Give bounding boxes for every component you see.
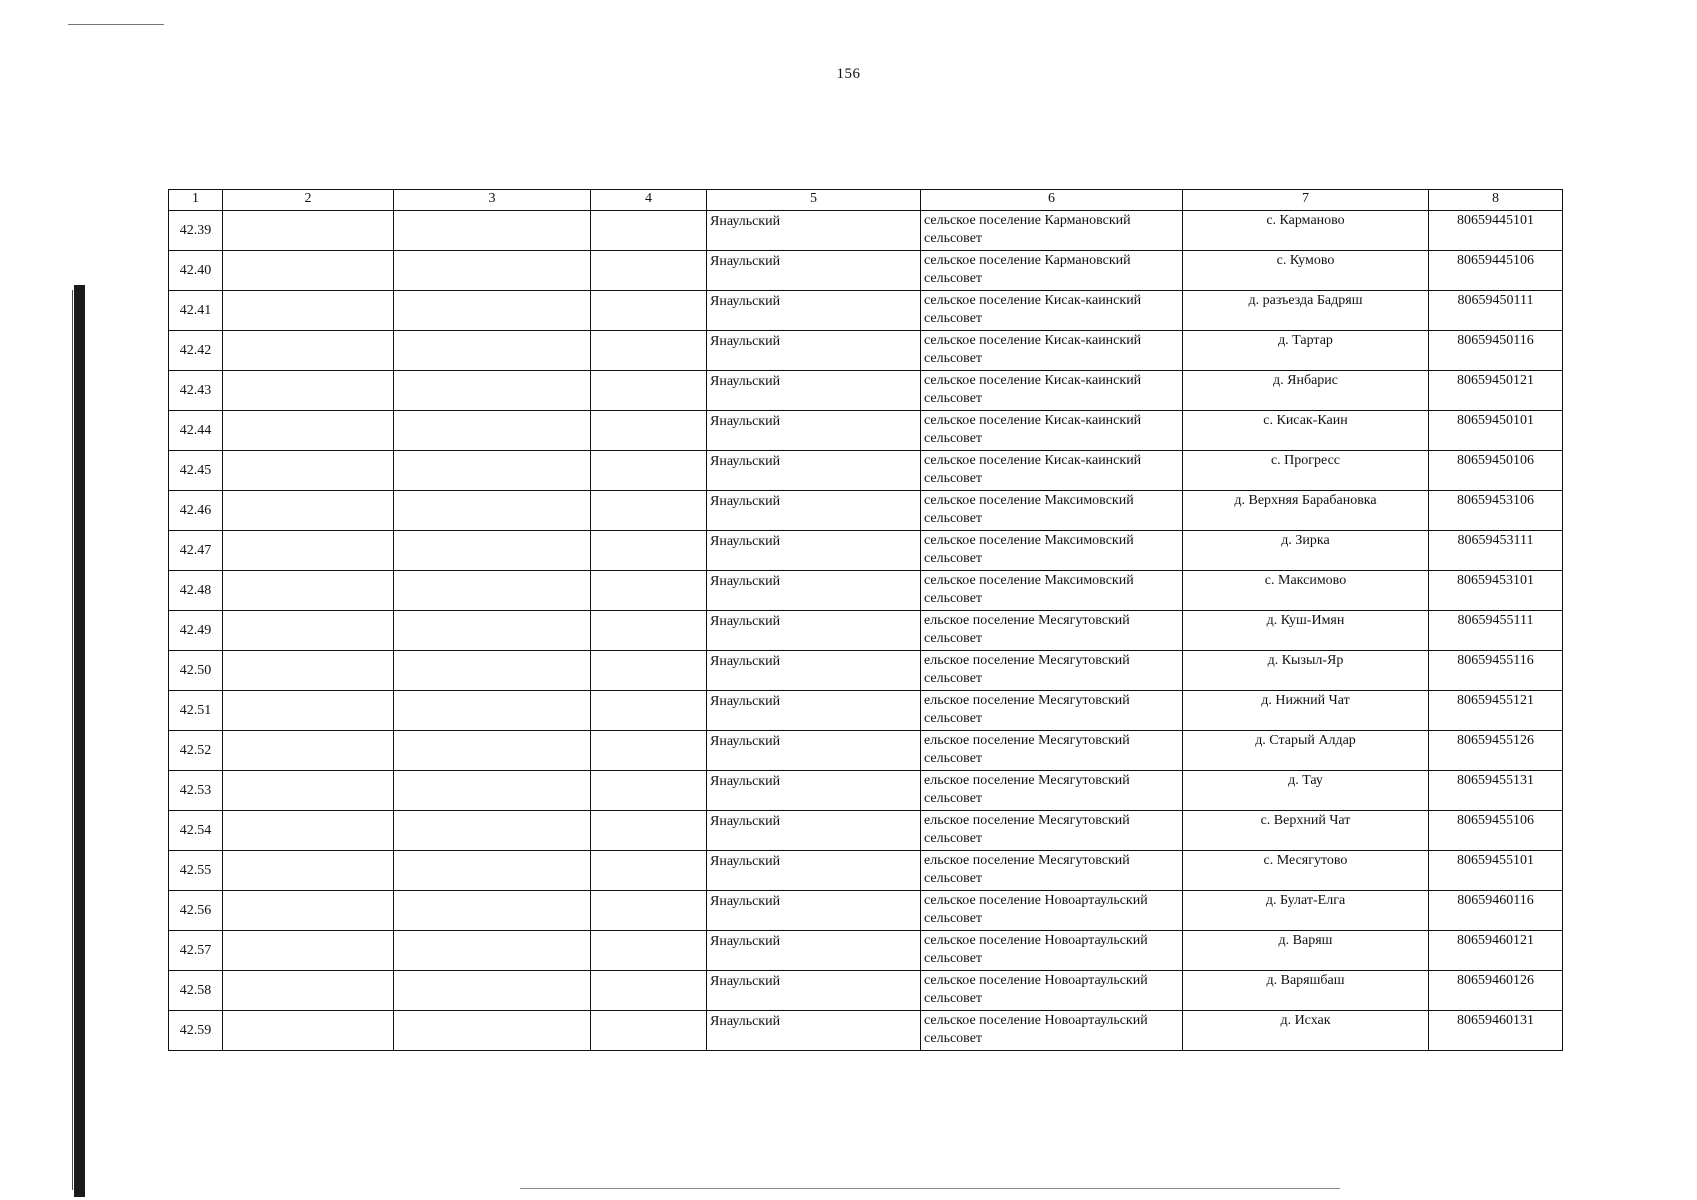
table-row: [169, 571, 1563, 611]
locality-cell: д. Нижний Чат: [1183, 691, 1429, 731]
district-cell: Янаульский: [707, 331, 921, 371]
locality-cell: д. разъезда Бадряш: [1183, 291, 1429, 331]
empty-cell: [591, 331, 707, 371]
table-header-row: [169, 190, 1563, 211]
empty-cell: [394, 411, 591, 451]
empty-cell: [591, 931, 707, 971]
row-number-cell: 42.49: [169, 611, 223, 651]
district-cell: Янаульский: [707, 931, 921, 971]
okato-code-cell: 80659455101: [1429, 851, 1563, 891]
page-number: 156: [836, 66, 861, 82]
empty-cell: [223, 1011, 394, 1051]
empty-cell: [394, 691, 591, 731]
table-row: [169, 291, 1563, 331]
empty-cell: [223, 331, 394, 371]
empty-cell: [223, 491, 394, 531]
table-row: [169, 811, 1563, 851]
empty-cell: [223, 211, 394, 251]
locality-cell: с. Верхний Чат: [1183, 811, 1429, 851]
empty-cell: [591, 571, 707, 611]
district-cell: Янаульский: [707, 891, 921, 931]
column-header: 8: [1429, 190, 1563, 211]
okato-code-cell: 80659450116: [1429, 331, 1563, 371]
okato-code-cell: 80659453106: [1429, 491, 1563, 531]
row-number-cell: 42.55: [169, 851, 223, 891]
locality-cell: с. Кумово: [1183, 251, 1429, 291]
empty-cell: [394, 251, 591, 291]
column-header: 3: [394, 190, 591, 211]
empty-cell: [223, 931, 394, 971]
okato-code-cell: 80659453101: [1429, 571, 1563, 611]
municipality-cell: сельское поселение Кисак-каинский сельсовет: [921, 371, 1183, 411]
empty-cell: [394, 291, 591, 331]
municipality-cell: ельское поселение Месягутовский сельсовет: [921, 811, 1183, 851]
district-cell: Янаульский: [707, 731, 921, 771]
municipality-cell: сельское поселение Максимовский сельсовет: [921, 491, 1183, 531]
scan-artifact-edge: [72, 290, 73, 1190]
district-cell: Янаульский: [707, 371, 921, 411]
district-cell: Янаульский: [707, 571, 921, 611]
row-number-cell: 42.53: [169, 771, 223, 811]
empty-cell: [394, 651, 591, 691]
table-row: [169, 691, 1563, 731]
row-number-cell: 42.47: [169, 531, 223, 571]
empty-cell: [394, 851, 591, 891]
empty-cell: [394, 931, 591, 971]
empty-cell: [591, 211, 707, 251]
district-cell: Янаульский: [707, 531, 921, 571]
district-cell: Янаульский: [707, 451, 921, 491]
row-number-cell: 42.41: [169, 291, 223, 331]
district-cell: Янаульский: [707, 611, 921, 651]
table-row: [169, 891, 1563, 931]
district-cell: Янаульский: [707, 651, 921, 691]
locality-cell: д. Верхняя Барабановка: [1183, 491, 1429, 531]
empty-cell: [223, 411, 394, 451]
row-number-cell: 42.56: [169, 891, 223, 931]
district-cell: Янаульский: [707, 811, 921, 851]
row-number-cell: 42.40: [169, 251, 223, 291]
locality-cell: д. Старый Алдар: [1183, 731, 1429, 771]
column-header: 2: [223, 190, 394, 211]
table-body: [169, 211, 1563, 1051]
table-row: [169, 491, 1563, 531]
empty-cell: [223, 251, 394, 291]
okato-code-cell: 80659460116: [1429, 891, 1563, 931]
empty-cell: [223, 291, 394, 331]
empty-cell: [394, 491, 591, 531]
row-number-cell: 42.43: [169, 371, 223, 411]
table-row: [169, 531, 1563, 571]
empty-cell: [394, 731, 591, 771]
column-header: 1: [169, 190, 223, 211]
municipality-cell: сельское поселение Кармановский сельсовет: [921, 211, 1183, 251]
empty-cell: [591, 731, 707, 771]
empty-cell: [591, 651, 707, 691]
empty-cell: [591, 531, 707, 571]
scan-artifact-line-bottom: [520, 1188, 1340, 1189]
row-number-cell: 42.50: [169, 651, 223, 691]
okato-code-cell: 80659460121: [1429, 931, 1563, 971]
row-number-cell: 42.48: [169, 571, 223, 611]
row-number-cell: 42.54: [169, 811, 223, 851]
district-cell: Янаульский: [707, 971, 921, 1011]
row-number-cell: 42.39: [169, 211, 223, 251]
empty-cell: [591, 691, 707, 731]
locality-cell: с. Месягутово: [1183, 851, 1429, 891]
row-number-cell: 42.59: [169, 1011, 223, 1051]
empty-cell: [591, 291, 707, 331]
locality-cell: д. Варяш: [1183, 931, 1429, 971]
okato-code-cell: 80659460131: [1429, 1011, 1563, 1051]
empty-cell: [223, 811, 394, 851]
okato-code-cell: 80659460126: [1429, 971, 1563, 1011]
table-row: [169, 251, 1563, 291]
okato-code-cell: 80659455116: [1429, 651, 1563, 691]
empty-cell: [591, 251, 707, 291]
municipality-cell: ельское поселение Месягутовский сельсовет: [921, 651, 1183, 691]
table-row: [169, 771, 1563, 811]
district-cell: Янаульский: [707, 211, 921, 251]
locality-cell: д. Тау: [1183, 771, 1429, 811]
empty-cell: [394, 891, 591, 931]
okato-code-cell: 80659455126: [1429, 731, 1563, 771]
municipality-cell: сельское поселение Кисак-каинский сельсовет: [921, 411, 1183, 451]
locality-cell: д. Куш-Имян: [1183, 611, 1429, 651]
column-header: 4: [591, 190, 707, 211]
municipality-cell: сельское поселение Кисак-каинский сельсовет: [921, 291, 1183, 331]
empty-cell: [591, 451, 707, 491]
locality-cell: с. Максимово: [1183, 571, 1429, 611]
empty-cell: [591, 371, 707, 411]
table-row: [169, 931, 1563, 971]
empty-cell: [394, 771, 591, 811]
row-number-cell: 42.44: [169, 411, 223, 451]
empty-cell: [394, 531, 591, 571]
municipality-cell: ельское поселение Месягутовский сельсовет: [921, 731, 1183, 771]
okato-code-cell: 80659445101: [1429, 211, 1563, 251]
column-header: 7: [1183, 190, 1429, 211]
empty-cell: [223, 891, 394, 931]
municipality-cell: ельское поселение Месягутовский сельсовет: [921, 611, 1183, 651]
empty-cell: [223, 971, 394, 1011]
empty-cell: [223, 771, 394, 811]
table-row: [169, 371, 1563, 411]
municipality-cell: сельское поселение Кисак-каинский сельсовет: [921, 331, 1183, 371]
empty-cell: [591, 891, 707, 931]
empty-cell: [591, 851, 707, 891]
row-number-cell: 42.42: [169, 331, 223, 371]
column-header: 5: [707, 190, 921, 211]
municipality-cell: сельское поселение Максимовский сельсовет: [921, 571, 1183, 611]
empty-cell: [223, 651, 394, 691]
empty-cell: [591, 611, 707, 651]
table-row: [169, 611, 1563, 651]
locality-cell: с. Кисак-Каин: [1183, 411, 1429, 451]
empty-cell: [223, 451, 394, 491]
locality-cell: д. Исхак: [1183, 1011, 1429, 1051]
locality-cell: д. Янбарис: [1183, 371, 1429, 411]
empty-cell: [394, 611, 591, 651]
locality-cell: с. Карманово: [1183, 211, 1429, 251]
empty-cell: [591, 771, 707, 811]
municipality-cell: ельское поселение Месягутовский сельсовет: [921, 771, 1183, 811]
empty-cell: [394, 811, 591, 851]
row-number-cell: 42.52: [169, 731, 223, 771]
empty-cell: [394, 451, 591, 491]
district-cell: Янаульский: [707, 291, 921, 331]
municipality-cell: ельское поселение Месягутовский сельсовет: [921, 851, 1183, 891]
table-row: [169, 331, 1563, 371]
table-row: [169, 1011, 1563, 1051]
municipality-cell: сельское поселение Новоартаульский сельсовет: [921, 891, 1183, 931]
empty-cell: [591, 971, 707, 1011]
empty-cell: [394, 331, 591, 371]
empty-cell: [223, 851, 394, 891]
municipality-cell: сельское поселение Новоартаульский сельсовет: [921, 1011, 1183, 1051]
row-number-cell: 42.57: [169, 931, 223, 971]
municipality-cell: сельское поселение Максимовский сельсовет: [921, 531, 1183, 571]
empty-cell: [223, 371, 394, 411]
district-cell: Янаульский: [707, 771, 921, 811]
district-cell: Янаульский: [707, 491, 921, 531]
okato-code-cell: 80659450111: [1429, 291, 1563, 331]
table-row: [169, 851, 1563, 891]
locality-cell: с. Прогресс: [1183, 451, 1429, 491]
empty-cell: [223, 731, 394, 771]
empty-cell: [591, 811, 707, 851]
empty-cell: [394, 211, 591, 251]
settlements-table: [168, 189, 1562, 1051]
municipality-cell: сельское поселение Кармановский сельсовет: [921, 251, 1183, 291]
municipality-cell: ельское поселение Месягутовский сельсовет: [921, 691, 1183, 731]
okato-code-cell: 80659455111: [1429, 611, 1563, 651]
okato-code-cell: 80659450106: [1429, 451, 1563, 491]
table-row: [169, 731, 1563, 771]
okato-code-cell: 80659450121: [1429, 371, 1563, 411]
empty-cell: [591, 411, 707, 451]
table-row: [169, 971, 1563, 1011]
locality-cell: д. Варяшбаш: [1183, 971, 1429, 1011]
district-cell: Янаульский: [707, 411, 921, 451]
district-cell: Янаульский: [707, 251, 921, 291]
empty-cell: [223, 611, 394, 651]
table-row: [169, 411, 1563, 451]
scan-artifact-line: [68, 24, 164, 25]
scan-artifact-binding-bar: [74, 285, 85, 1197]
empty-cell: [223, 531, 394, 571]
empty-cell: [394, 971, 591, 1011]
empty-cell: [591, 1011, 707, 1051]
locality-cell: д. Булат-Елга: [1183, 891, 1429, 931]
empty-cell: [394, 1011, 591, 1051]
okato-code-cell: 80659453111: [1429, 531, 1563, 571]
district-cell: Янаульский: [707, 1011, 921, 1051]
okato-code-cell: 80659455131: [1429, 771, 1563, 811]
district-cell: Янаульский: [707, 851, 921, 891]
column-header: 6: [921, 190, 1183, 211]
municipality-cell: сельское поселение Новоартаульский сельсовет: [921, 931, 1183, 971]
table-row: [169, 651, 1563, 691]
okato-code-cell: 80659455106: [1429, 811, 1563, 851]
locality-cell: д. Зирка: [1183, 531, 1429, 571]
municipality-cell: сельское поселение Кисак-каинский сельсовет: [921, 451, 1183, 491]
table-row: [169, 211, 1563, 251]
table-row: [169, 451, 1563, 491]
row-number-cell: 42.58: [169, 971, 223, 1011]
empty-cell: [394, 571, 591, 611]
row-number-cell: 42.46: [169, 491, 223, 531]
row-number-cell: 42.45: [169, 451, 223, 491]
empty-cell: [223, 571, 394, 611]
row-number-cell: 42.51: [169, 691, 223, 731]
empty-cell: [394, 371, 591, 411]
municipality-cell: сельское поселение Новоартаульский сельсовет: [921, 971, 1183, 1011]
locality-cell: д. Тартар: [1183, 331, 1429, 371]
okato-code-cell: 80659455121: [1429, 691, 1563, 731]
locality-cell: д. Кызыл-Яр: [1183, 651, 1429, 691]
okato-code-cell: 80659450101: [1429, 411, 1563, 451]
empty-cell: [223, 691, 394, 731]
okato-code-cell: 80659445106: [1429, 251, 1563, 291]
empty-cell: [591, 491, 707, 531]
district-cell: Янаульский: [707, 691, 921, 731]
